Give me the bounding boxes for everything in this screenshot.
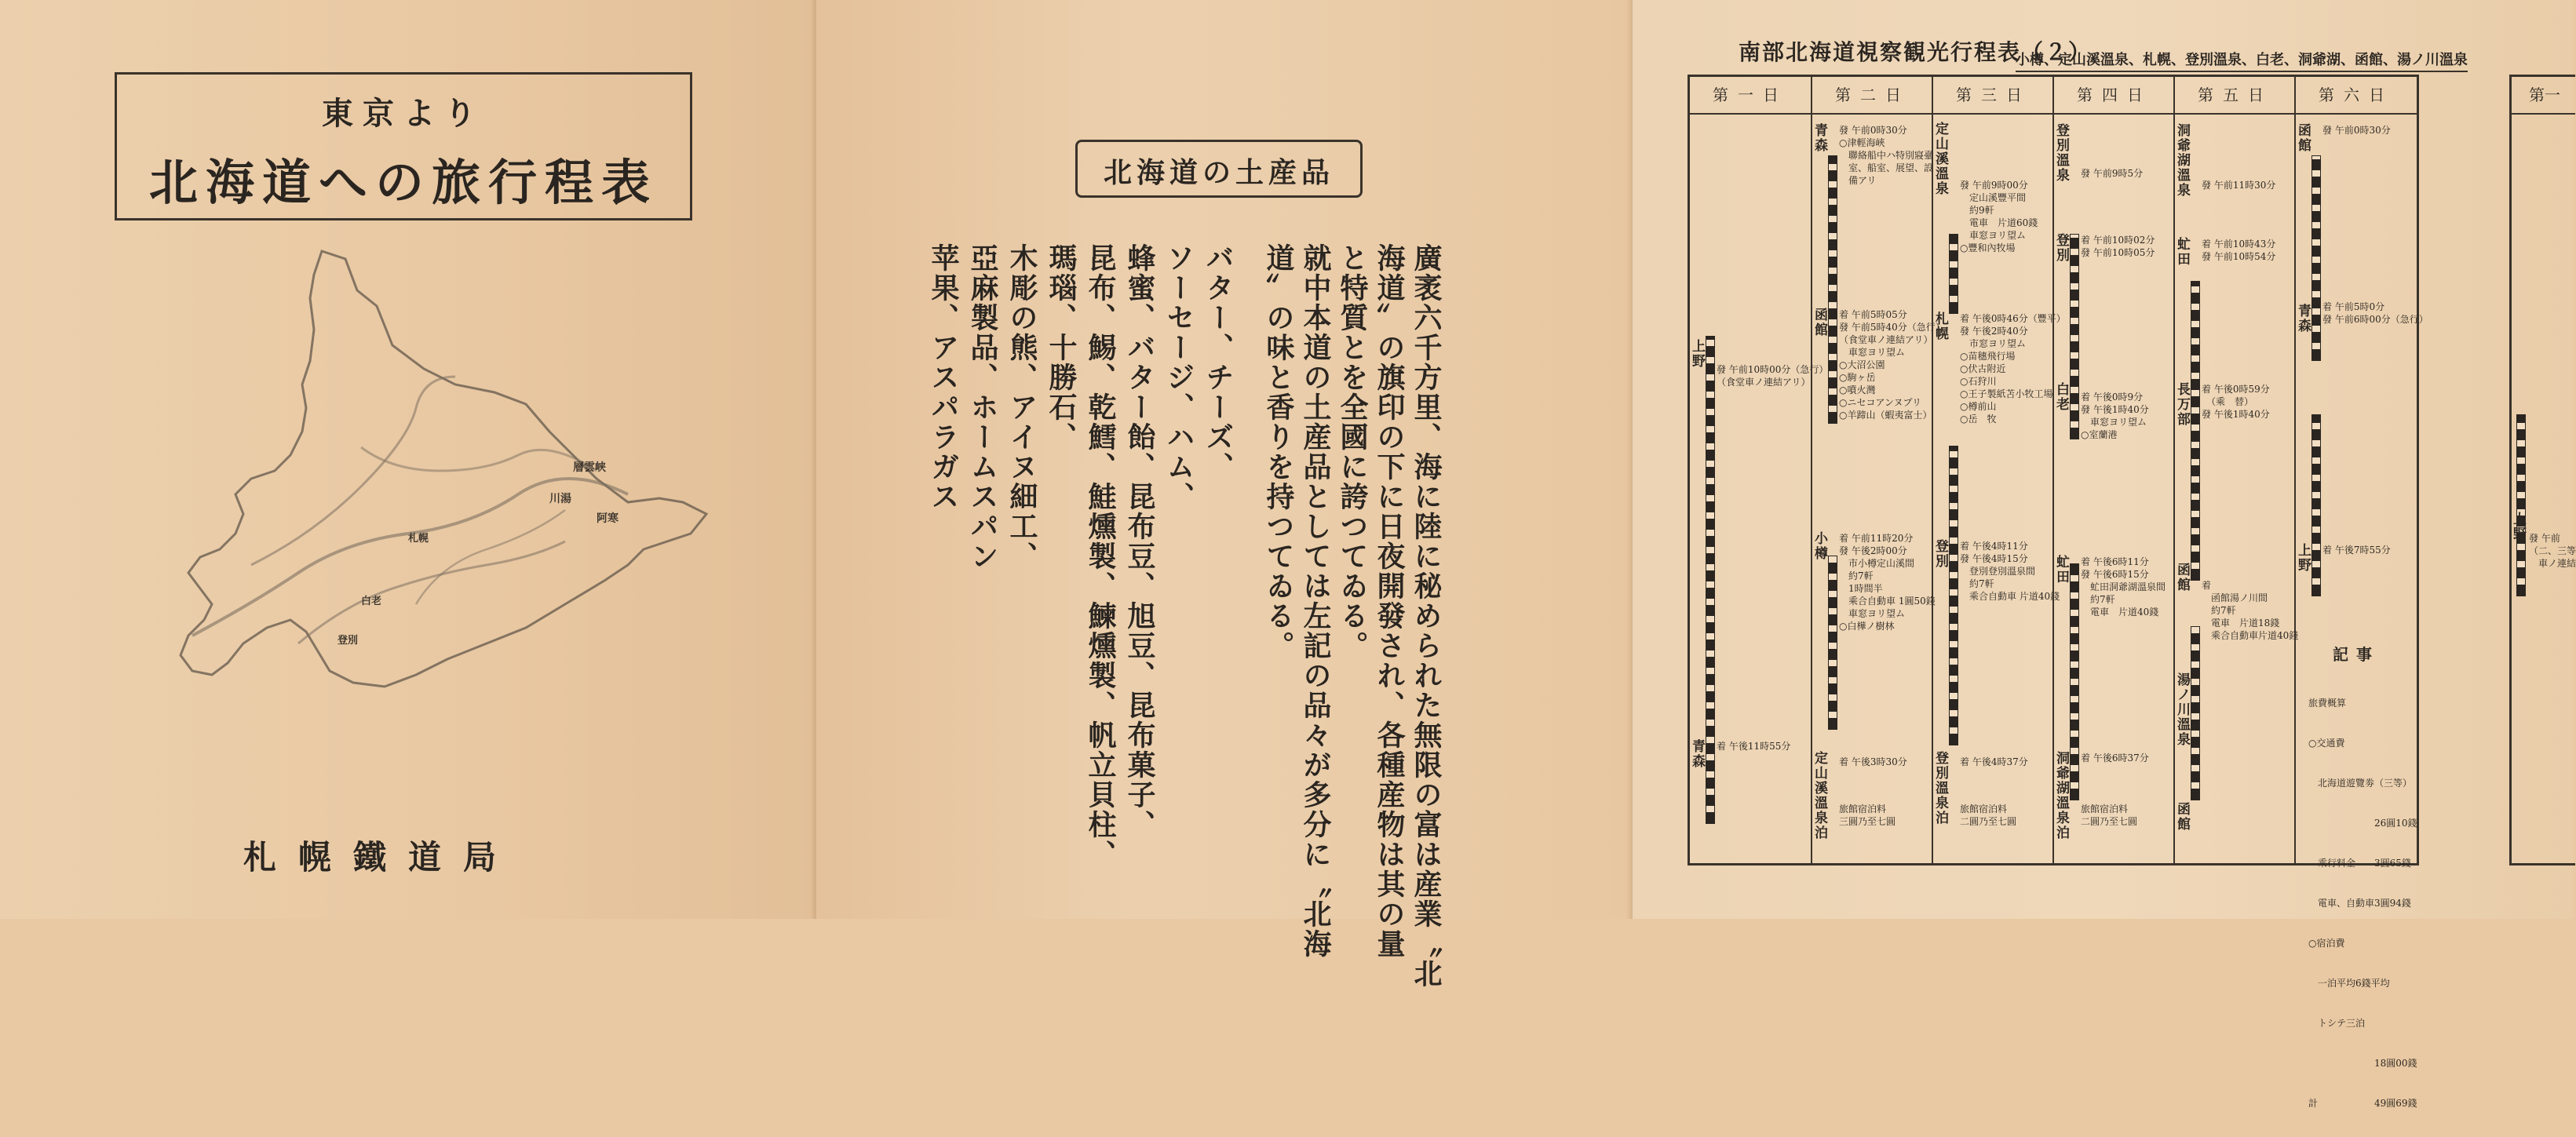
note-line: 一泊平均6錢平均 (2308, 978, 2390, 989)
station-name: 登別溫泉 (2056, 123, 2070, 184)
subtitle: 東京より (322, 95, 485, 132)
note-line: 計 49圓69錢 (2308, 1098, 2417, 1109)
product-column: 苹果、アスパラガス (927, 243, 960, 512)
timetable-entry: 着 午前5時05分 發 午前5時40分（急行） （食堂車ノ連結アリ） 車窓ヨリ望ム ○大沼公園 ○駒ヶ岳 ○噴火灣 ○ニセコアンヌプリ ○羊蹄山（蝦夷富士） (1839, 309, 1945, 421)
map-label: 札幌 (408, 533, 429, 545)
timetable-entry: 發 午前9時5分 (2081, 168, 2144, 179)
note-line: 26圓10錢 (2308, 818, 2417, 829)
timetable-entry: 着 午後6時37分 (2081, 753, 2149, 763)
station-name: 青森 (1815, 123, 1828, 154)
station-name: 小樽 (1815, 531, 1828, 562)
timetable-entry: 着 午後7時55分 (2322, 545, 2391, 556)
station-name: 定山溪溫泉 (1936, 122, 1949, 197)
timetable-entry: 發 午前0時30分 (2322, 125, 2391, 136)
timetable-entry: 着 午後6時11分 發 午後6時15分 虻田洞爺湖溫泉間 約7軒 電車 片道40錢 (2081, 556, 2166, 618)
rail-line (1949, 234, 1958, 314)
rail-line (1828, 556, 1837, 730)
publisher: 札幌鐵道局 (243, 838, 519, 876)
product-column: バター、チーズ、 (1202, 243, 1235, 482)
timetable-entry: 着 午後11時55分 (1717, 741, 1791, 752)
hokkaido-map (157, 235, 722, 706)
day-header: 第六日 (2296, 77, 2417, 115)
cover-panel (0, 0, 816, 919)
notes-list (2308, 670, 2417, 1137)
map-label: 登別 (338, 635, 359, 647)
station-name: 上野 (2513, 512, 2527, 542)
timetable-entry: 旅館宿泊料 三圓乃至七圓 (1839, 804, 1896, 827)
rail-line (2191, 281, 2200, 581)
station-name: 洞爺湖溫泉 (2177, 123, 2191, 199)
note-line: ○交通費 (2308, 738, 2345, 749)
day-header: 第一 (2512, 77, 2575, 115)
day-column (2294, 77, 2428, 1109)
station-name: 上野 (2298, 543, 2311, 574)
itinerary-table (1688, 75, 2428, 1109)
note-line: 18圓00錢 (2308, 1058, 2417, 1069)
map-label: 川湯 (549, 493, 571, 505)
timetable-entry: 着 午前10時02分 發 午前10時05分 (2081, 235, 2155, 258)
station-name: 虻田 (2056, 555, 2070, 585)
next-page-fragment (2509, 75, 2575, 866)
station-name: 函館 (2177, 802, 2191, 833)
timetable-entry: 着 午後0時59分 （乘 替） 發 午後1時40分 (2202, 384, 2270, 420)
map-label: 阿寒 (597, 512, 618, 525)
day-column (2052, 77, 2175, 863)
product-column: 昆布、鯣、乾鱈、鮭燻製、鰊燻製、帆立貝柱、 (1084, 243, 1117, 869)
souvenir-heading-box (1075, 140, 1363, 198)
station-name: 湯ノ川溫泉 (2177, 672, 2191, 748)
station-name: 札幌 (1936, 312, 1949, 342)
timetable-entry: 着 午後4時11分 發 午後4時15分 登別登別溫泉間 約7軒 乘合自動車 片道40錢 (1960, 541, 2060, 602)
station-name: 函館 (1815, 308, 1828, 338)
paragraph-column: と特質とを全國に誇つてゐる。 (1336, 243, 1369, 661)
station-name: 青森 (2298, 304, 2311, 334)
paragraph-column: 廣袤六千方里、海に陸に秘められた無限の富は産業〝北 (1410, 243, 1443, 989)
timetable-entry: 着 午前11時20分 發 午後2時00分 市小樽定山溪間 約7軒 1時間半 乘合自動車 1圓50錢 車窓ヨリ望ム ○白樺ノ樹林 (1839, 533, 1936, 632)
note-line: 北海道遊覽劵（三等） (2308, 778, 2413, 789)
timetable-entry: 旅館宿泊料 二圓乃至七圓 (2081, 804, 2138, 827)
day-column (2173, 77, 2299, 863)
itinerary-title: 南部北海道視察観光行程表（２） (1739, 39, 2093, 65)
note-line: ○宿泊費 (2308, 938, 2345, 949)
title-box (115, 72, 692, 220)
page-title: 北海道への旅行程表 (148, 154, 658, 211)
note-line: 電車、自動車3圓94錢 (2308, 898, 2411, 909)
station-name: 登別溫泉泊 (1936, 751, 1949, 826)
station-name: 函館 (2177, 563, 2191, 593)
timetable-entry: 着 午前10時43分 發 午前10時54分 (2202, 239, 2276, 262)
rail-line (1828, 155, 1837, 424)
day-header: 第五日 (2175, 77, 2296, 115)
station-name: 登別 (2056, 233, 2070, 264)
product-column: 瑪瑙、十勝石、 (1045, 243, 1078, 452)
station-name: 函館 (2298, 123, 2311, 154)
paragraph-column: 道〟の味と香りを持つてゐる。 (1262, 243, 1295, 661)
note-line: 乘行料金 3圓65錢 (2308, 858, 2411, 869)
rail-line (2516, 414, 2526, 596)
station-name: 登別 (1936, 539, 1949, 570)
timetable-entry: 着 午後3時30分 (1839, 756, 1907, 767)
rail-line (1949, 446, 1958, 745)
paragraph-column: 海道〟の旗印の下に日夜開發され、各種産物は其の量 (1373, 243, 1406, 959)
product-column: ソーセージ、ハム、 (1162, 243, 1195, 512)
timetable-entry: 發 午前11時30分 (2202, 180, 2276, 191)
timetable-entry: 發 午前 （二、三等 車ノ連結 (2529, 533, 2576, 569)
day-header: 第三日 (1933, 77, 2054, 115)
map-label: 白老 (361, 596, 382, 607)
timetable-entry: 着 午後4時37分 (1960, 756, 2028, 767)
timetable-entry: 着 午後0時46分（豐平） 發 午後2時40分 市窓ヨリ望ム ○苗穗飛行場 ○伏古附近 ○石狩川 ○王子製紙苫小牧工場 ○樽前山 ○岳 牧 (1960, 313, 2066, 425)
product-column: 亞麻製品、ホームスパン (966, 243, 999, 571)
product-column: 木彫の熊、アイヌ細工、 (1005, 243, 1038, 571)
station-name: 上野 (1692, 339, 1706, 370)
souvenir-heading: 北海道の土産品 (1103, 156, 1334, 189)
station-name: 長万部 (2177, 382, 2191, 428)
note-line: 旅費概算 (2308, 698, 2347, 709)
station-name: 青森 (1692, 739, 1706, 770)
day-header: 第一日 (1690, 77, 1811, 115)
day-header: 第四日 (2054, 77, 2175, 115)
station-name: 洞爺湖溫泉泊 (2056, 751, 2070, 841)
day-header: 第二日 (1812, 77, 1933, 115)
product-column: 蜂蜜、バター飴、昆布豆、旭豆、昆布菓子、 (1123, 243, 1156, 840)
itinerary-route: 小樽、定山溪溫泉、札幌、登別溫泉、白老、洞爺湖、函館、湯ノ川溫泉 (2016, 49, 2468, 72)
station-name: 白老 (2056, 382, 2070, 413)
timetable-entry: 發 午前10時00分（急行） （食堂車ノ連結アリ） (1717, 364, 1829, 388)
timetable-entry: 着 午前5時0分 發 午前6時00分（急行） (2322, 301, 2428, 325)
timetable-entry: 着 午後0時9分 發 午後1時40分 車窓ヨリ望ム ○室蘭港 (2081, 392, 2149, 440)
map-label: 層雲峡 (573, 461, 606, 474)
timetable-entry: 發 午前0時30分 ○津輕海峽 聯絡船中ハ特別寢臺 室、船室、展望、設 備アリ (1839, 125, 1934, 186)
station-name: 定山溪溫泉泊 (1815, 751, 1828, 841)
timetable-entry: 旅館宿泊料 二圓乃至七圓 (1960, 804, 2017, 827)
note-line: トシテ三泊 (2308, 1018, 2366, 1029)
notes-heading: 記事 (2333, 645, 2380, 664)
timetable-entry: 着 函館湯ノ川間 約7軒 電車 片道18錢 乘合自動車片道40錢 (2202, 580, 2299, 641)
station-name: 虻田 (2177, 237, 2191, 268)
timetable-entry: 發 午前9時00分 定山溪豐平間 約9軒 電車 片道60錢 車窓ヨリ望ム ○豐和內牧場 (1960, 180, 2038, 253)
paragraph-column: 就中本道の土産品としては左記の品々が多分に〝北海 (1299, 243, 1332, 959)
